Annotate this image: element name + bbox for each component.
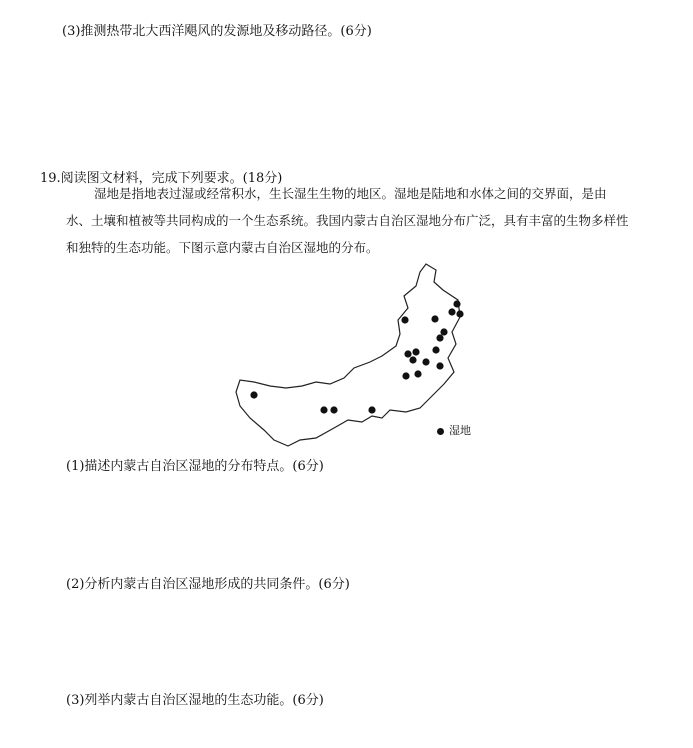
wetland-dot xyxy=(448,308,455,315)
wetland-dot xyxy=(412,348,419,355)
wetland-dot xyxy=(431,315,438,322)
wetland-legend-dot xyxy=(437,428,444,435)
wetland-dot xyxy=(409,356,416,363)
wetland-dot xyxy=(402,372,409,379)
question-19-title: 19.阅读图文材料，完成下列要求。(18分) xyxy=(40,171,283,186)
wetland-dot xyxy=(422,358,429,365)
wetland-dot xyxy=(432,346,439,353)
question-19-sub-3: (3)列举内蒙古自治区湿地的生态功能。(6分) xyxy=(66,693,324,708)
wetland-dot xyxy=(414,370,421,377)
question-19-sub-1: (1)描述内蒙古自治区湿地的分布特点。(6分) xyxy=(66,459,324,474)
wetland-dot xyxy=(320,406,327,413)
wetland-dot xyxy=(440,328,447,335)
wetland-dot xyxy=(368,406,375,413)
inner-mongolia-outline xyxy=(236,264,460,446)
wetland-dot xyxy=(330,406,337,413)
wetland-dot xyxy=(401,316,408,323)
question-19-sub-2: (2)分析内蒙古自治区湿地形成的共同条件。(6分) xyxy=(66,577,350,592)
wetland-dot xyxy=(456,310,463,317)
wetland-dot xyxy=(250,391,257,398)
wetland-dot xyxy=(436,334,443,341)
wetland-dot xyxy=(436,362,443,369)
prev-question-3: (3)推测热带北大西洋飓风的发源地及移动路径。(6分) xyxy=(62,24,372,39)
question-19-material xyxy=(66,180,631,261)
map-legend xyxy=(437,422,471,438)
wetland-dot xyxy=(404,350,411,357)
material-text: 湿地是指地表过湿或经常积水，生长湿生生物的地区。湿地是陆地和水体之间的交界面，是由水、土壤和植被等共同构成的一个生态系统。我国内蒙古自治区湿地分布广泛，具有丰富的生物多样性和独特的生态功能。下图示意内蒙古自治区湿地的分布。 xyxy=(66,186,629,255)
wetland-dot xyxy=(453,300,460,307)
legend-label: 湿地 xyxy=(449,424,471,437)
